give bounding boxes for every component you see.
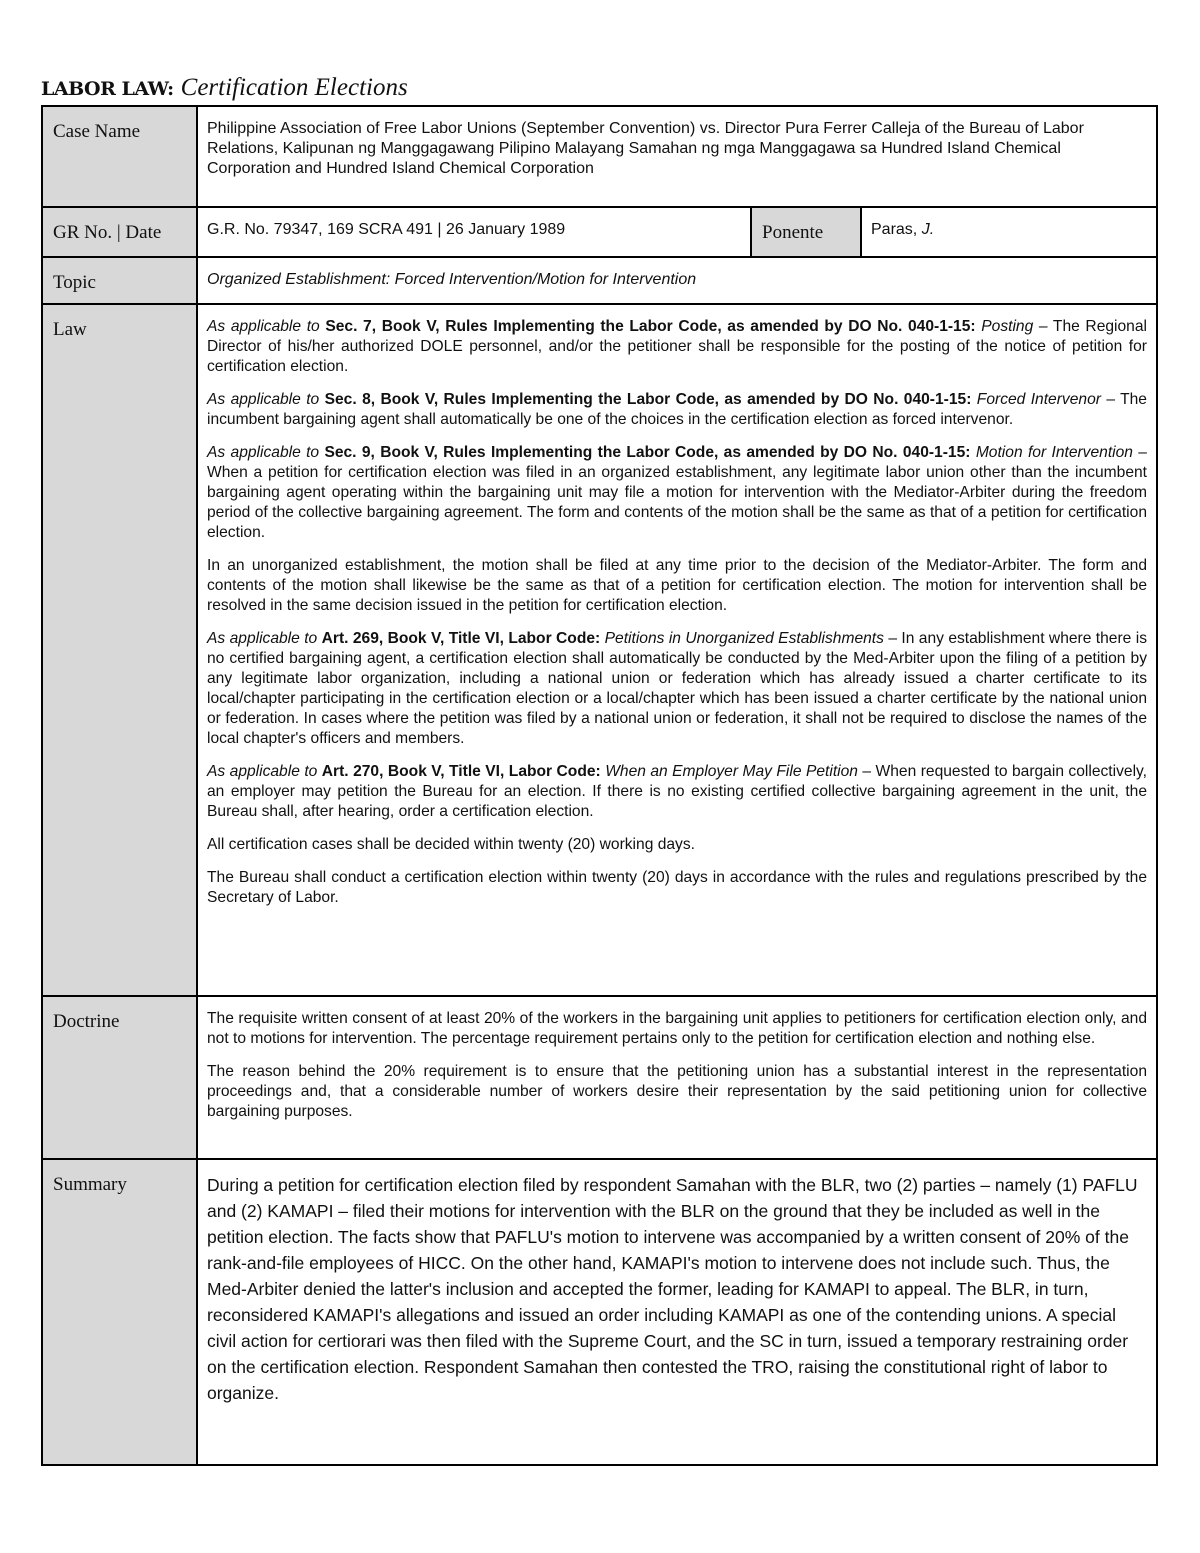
law-reference: Art. 269, Book V, Title VI, Labor Code: [321, 630, 601, 647]
law-text: – In any establishment where there is no certified bargaining agent, a certification election shall automatically be conducted by the Med-Arbiter upon the filing of a petition by any legitimate labor organization, including a national union or federation which has already issued a charter certificate to its local/chapter participating in the certification election or a local/chapter which has been issued a charter certificate by the national union or federation. In cases where the petition was filed by a national union or federation, it shall not be required to disclose the names of the local chapter's officers and members. [207, 630, 1147, 747]
row-summary [42, 1159, 1157, 1465]
doctrine-paragraph: The requisite written consent of at least 20% of the workers in the bargaining unit applies to petitioners for certification election only, and not to motions for intervention. The percentage requirement pertains only to the petition for certification election and nothing else. [207, 1010, 1147, 1047]
law-reference: Sec. 7, Book V, Rules Implementing the Labor Code, as amended by DO No. 040-1-15: [325, 318, 976, 335]
law-lead: As applicable to [207, 630, 322, 647]
law-paragraph: The Bureau shall conduct a certification election within twenty (20) days in accordance with the rules and regulations prescribed by the Secretary of Labor. [207, 869, 1147, 906]
law-paragraph: All certification cases shall be decided within twenty (20) working days. [207, 836, 695, 853]
heading-topic: Certification Elections [180, 74, 408, 101]
law-lead: As applicable to [207, 318, 326, 335]
law-title: When an Employer May File Petition [605, 763, 858, 780]
law-text: – When requested to bargain collectively, an employer may petition the Bureau for an election. If there is no existing certified collective bargaining agreement in the unit, the Bureau shall, after hearing, order a certification election. [207, 763, 1148, 820]
summary-value [197, 1159, 1157, 1465]
label-topic: Topic [42, 257, 197, 304]
label-law: Law [42, 304, 197, 996]
topic-text: Organized Establishment: Forced Intervention/Motion for Intervention [207, 271, 697, 288]
label-ponente: Ponente [751, 207, 861, 257]
law-title: Motion for Intervention [975, 444, 1133, 461]
label-gr-date: GR No. | Date [42, 207, 197, 257]
topic-value [197, 257, 1157, 304]
law-reference: Art. 270, Book V, Title VI, Labor Code: [321, 763, 601, 780]
row-gr-date [42, 207, 1157, 257]
gr-date-value: G.R. No. 79347, 169 SCRA 491 | 26 January 1989 [197, 207, 751, 257]
law-text: – The Regional Director of his/her authorized DOLE personnel, and/or the petitioner shall be responsible for the posting of the notice of petition for certification election. [207, 318, 1147, 375]
page-heading [41, 70, 408, 106]
row-case-name [42, 106, 1157, 207]
law-lead: As applicable to [207, 763, 322, 780]
law-paragraph [207, 629, 1147, 749]
label-doctrine: Doctrine [42, 996, 197, 1159]
law-lead: As applicable to [207, 444, 325, 461]
law-paragraph [207, 762, 1147, 822]
row-topic [42, 257, 1157, 304]
case-brief-table [41, 105, 1158, 1466]
law-text: – When a petition for certification election was filed in an organized establishment, any legitimate labor union other than the incumbent bargaining agent operating within the bargaining unit may file a motion for intervention with the Mediator-Arbiter during the freedom period of the collective bargaining agreement. The form and contents of the motion shall be the same as that of a petition for certification election. [207, 444, 1147, 541]
law-title: Petitions in Unorganized Establishments [604, 630, 884, 647]
label-case-name: Case Name [42, 106, 197, 207]
doctrine-value [197, 996, 1157, 1159]
law-title: Posting [981, 318, 1034, 335]
summary-text: During a petition for certification election filed by respondent Samahan with the BLR, two (2) parties – namely (1) PAFLU and (2) KAMAPI – filed their motions for intervention with the BLR on the ground that they be included as well in the petition election. The facts show that PAFLU's motion to intervene was accompanied by a written consent of 20% of the rank-and-file employees of HICC. On the other hand, KAMAPI's motion to intervene does not include such. Thus, the Med-Arbiter denied the latter's inclusion and accepted the former, leading for KAMAPI to appeal. The BLR, in turn, reconsidered KAMAPI's allegations and issued an order including KAMAPI as one of the contending unions. A special civil action for certiorari was then filed with the Supreme Court, and the SC in turn, issued a temporary restraining order on the certification election. Respondent Samahan then contested the TRO, raising the constitutional right of labor to organize. [207, 1175, 1138, 1403]
law-paragraph [207, 317, 1147, 377]
doctrine-paragraph: The reason behind the 20% requirement is to ensure that the petitioning union has a substantial interest in the representation proceedings and, that a considerable number of workers desire their representation by the said petitioning union for collective bargaining purposes. [207, 1063, 1147, 1120]
law-title: Forced Intervenor [976, 391, 1101, 408]
ponente-name: Paras, [871, 221, 922, 238]
case-name-value: Philippine Association of Free Labor Unions (September Convention) vs. Director Pura Ferrer Calleja of the Bureau of Labor Relations, Kalipunan ng Manggagawang Pilipino Malayang Samahan ng mga Manggagawa sa Hundred Island Chemical Corporation and Hundred Island Chemical Corporation [197, 106, 1157, 207]
ponente-value [861, 207, 1157, 257]
ponente-suffix: J. [921, 221, 935, 238]
law-lead: As applicable to [207, 391, 325, 408]
law-reference: Sec. 9, Book V, Rules Implementing the Labor Code, as amended by DO No. 040-1-15: [324, 444, 971, 461]
law-paragraph: In an unorganized establishment, the motion shall be filed at any time prior to the decision of the Mediator-Arbiter. The form and contents of the motion shall likewise be the same as that of a petition for certification election. The motion for intervention shall be resolved in the same decision issued in the petition for certification election. [207, 557, 1147, 614]
label-summary: Summary [42, 1159, 197, 1465]
row-doctrine [42, 996, 1157, 1159]
law-text: – The incumbent bargaining agent shall automatically be one of the choices in the certification election as forced intervenor. [207, 391, 1147, 428]
heading-subject: LABOR LAW: [41, 78, 174, 100]
law-paragraph [207, 443, 1147, 543]
law-reference: Sec. 8, Book V, Rules Implementing the Labor Code, as amended by DO No. 040-1-15: [324, 391, 972, 408]
row-law [42, 304, 1157, 996]
law-value [197, 304, 1157, 996]
law-paragraph [207, 390, 1147, 430]
